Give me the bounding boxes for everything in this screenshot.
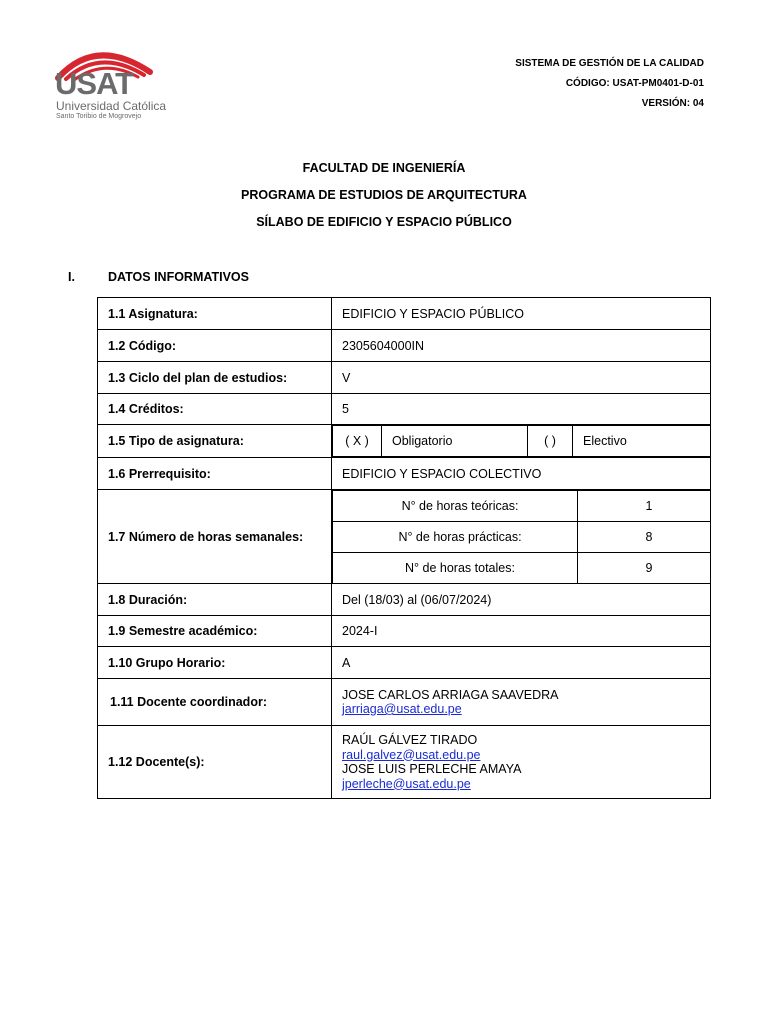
document-titles (0, 155, 768, 236)
table-row (98, 647, 711, 679)
table-row (98, 330, 711, 362)
prerrequisito-label: 1.6 Prerrequisito: (98, 458, 332, 490)
creditos-value: 5 (332, 394, 711, 425)
obligatorio-checkbox[interactable]: ( X ) (333, 426, 382, 457)
table-row (98, 394, 711, 425)
syllabus-title: SÍLABO DE EDIFICIO Y ESPACIO PÚBLICO (256, 215, 512, 229)
document-control-header (515, 54, 704, 114)
table-row (98, 298, 711, 330)
docente-1-name: RAÚL GÁLVEZ TIRADO (342, 733, 478, 747)
table-row (98, 425, 711, 458)
practicas-value: 8 (578, 522, 711, 553)
program-title: PROGRAMA DE ESTUDIOS DE ARQUITECTURA (241, 188, 527, 202)
semestre-label: 1.9 Semestre académico: (98, 616, 332, 647)
tipo-options (332, 425, 710, 457)
obligatorio-label: Obligatorio (382, 426, 528, 457)
electivo-label: Electivo (573, 426, 711, 457)
codigo-label: 1.2 Código: (98, 330, 332, 362)
logo-brand: USAT (55, 66, 134, 101)
asignatura-label: 1.1 Asignatura: (98, 298, 332, 330)
docente-2-name: JOSE LUIS PERLECHE AMAYA (342, 762, 522, 776)
faculty-title: FACULTAD DE INGENIERÍA (302, 161, 466, 175)
section-number: I. (68, 270, 75, 284)
horas-label: 1.7 Número de horas semanales: (98, 490, 332, 584)
quality-system-label: SISTEMA DE GESTIÓN DE LA CALIDAD (515, 58, 704, 69)
table-row (98, 584, 711, 616)
duracion-label: 1.8 Duración: (98, 584, 332, 616)
table-row (98, 490, 711, 584)
duracion-value: Del (18/03) al (06/07/2024) (332, 584, 711, 616)
totales-value: 9 (578, 553, 711, 584)
codigo-value: 2305604000IN (332, 330, 711, 362)
table-row (98, 726, 711, 799)
coordinador-name: JOSE CARLOS ARRIAGA SAAVEDRA (342, 687, 559, 702)
ciclo-value: V (332, 362, 711, 394)
electivo-checkbox[interactable]: ( ) (528, 426, 573, 457)
creditos-label: 1.4 Créditos: (98, 394, 332, 425)
document-version: VERSIÓN: 04 (641, 98, 704, 109)
table-row (98, 362, 711, 394)
grupo-label: 1.10 Grupo Horario: (98, 647, 332, 679)
section-title: DATOS INFORMATIVOS (108, 270, 249, 284)
docentes-label: 1.12 Docente(s): (98, 726, 332, 799)
asignatura-value: EDIFICIO Y ESPACIO PÚBLICO (332, 298, 711, 330)
semestre-value: 2024-I (332, 616, 711, 647)
tipo-label: 1.5 Tipo de asignatura: (98, 425, 332, 458)
teoricas-value: 1 (578, 491, 711, 522)
hours-breakdown (332, 490, 710, 583)
docente-2-email-link[interactable]: jperleche@usat.edu.pe (342, 776, 471, 791)
docente-1-email-link[interactable]: raul.galvez@usat.edu.pe (342, 747, 481, 762)
logo-university: Universidad Católica (56, 99, 167, 113)
grupo-value: A (332, 647, 711, 679)
info-table (97, 297, 711, 799)
coordinador-email-link[interactable]: jarriaga@usat.edu.pe (342, 702, 462, 716)
logo-subtitle: Santo Toribio de Mogrovejo (56, 113, 142, 120)
teoricas-label: N° de horas teóricas: (333, 491, 578, 522)
ciclo-label: 1.3 Ciclo del plan de estudios: (98, 362, 332, 394)
table-row (98, 679, 711, 726)
totales-label: N° de horas totales: (333, 553, 578, 584)
usat-logo (52, 42, 167, 124)
table-row (98, 616, 711, 647)
table-row (98, 458, 711, 490)
section-heading (68, 270, 249, 284)
prerrequisito-value: EDIFICIO Y ESPACIO COLECTIVO (332, 458, 711, 490)
document-code: CÓDIGO: USAT-PM0401-D-01 (565, 78, 704, 89)
coordinador-label: 1.11 Docente coordinador: (98, 679, 332, 726)
practicas-label: N° de horas prácticas: (333, 522, 578, 553)
